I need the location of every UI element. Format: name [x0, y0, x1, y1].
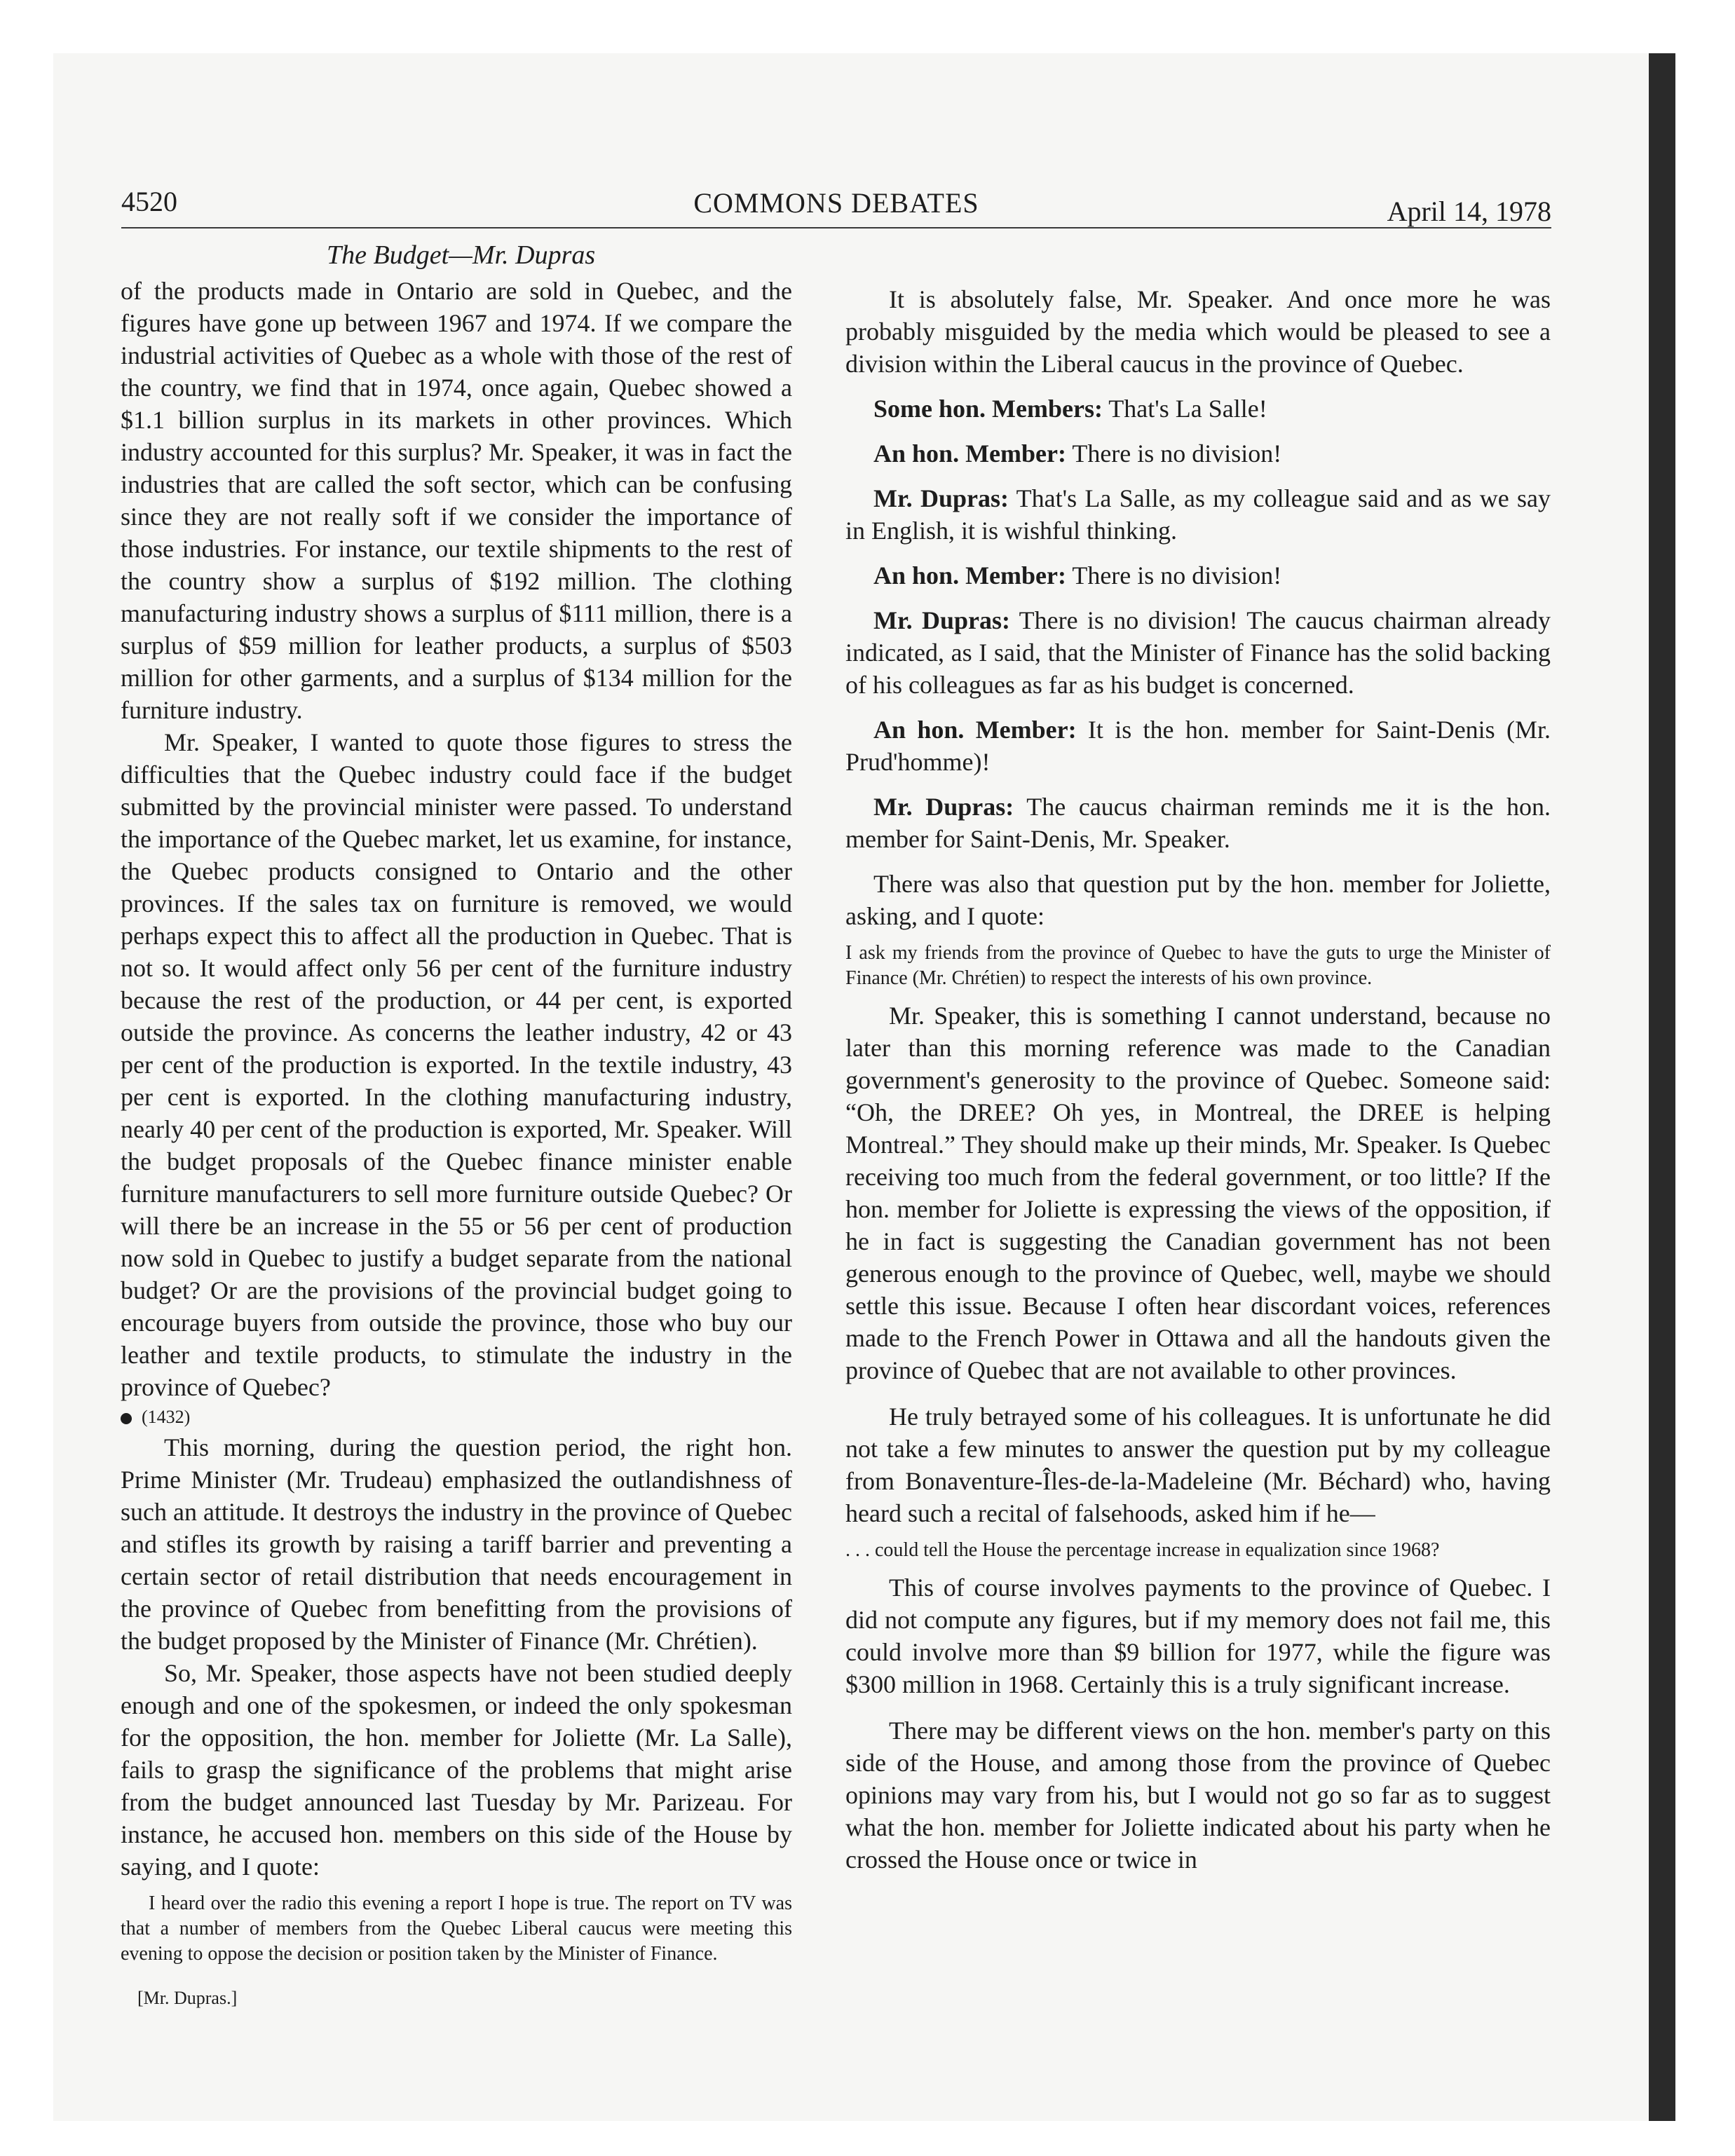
paragraph: Mr. Speaker, this is something I cannot understand, because no later than this morning reference was made to the Canadian government's generosity to the province of Quebec. Someone said: “Oh, the DREE? Oh yes, in Montreal, the DREE is helping Montreal.” They should make up their minds, Mr. Speaker. Is Quebec receiving too much from the federal government, or too little? If the hon. member for Joliette is expressing the views of the opposition, if he in fact is suggesting the Canadian government has not been generous enough to the province of Quebec, well, maybe we should settle this issue. Because I often hear discordant voices, references made to the French Power in Ottawa and all the handouts given the province of Quebec that are not available to other provinces. [845, 1002, 1551, 1384]
speaker-name: An hon. Member: [873, 561, 1066, 589]
scan-edge-shadow [1649, 53, 1675, 2121]
speech-text: There is no division! The caucus chairman already indicated, as I said, that the Minister of Finance has the solid backing of his colleagues as far as his budget is concerned. [845, 606, 1551, 699]
right-column [845, 283, 1551, 1876]
paragraph: This of course involves payments to the province of Quebec. I did not compute any figures, but if my memory does not fail me, this could involve more than $9 billion for 1977, while the figure was $300 million in 1968. Certainly this is a truly significant increase. [845, 1574, 1551, 1698]
page-number: 4520 [121, 186, 177, 217]
speech-text: There is no division! [1066, 561, 1282, 589]
time-marker [121, 1403, 792, 1431]
speech-line [845, 393, 1551, 425]
block-quote: I heard over the radio this evening a report I hope is true. The report on TV was that a number of members from the Quebec Liberal caucus were meeting this evening to oppose the decision or position taken by the Minister of Finance. [121, 1892, 792, 1965]
publication-title: COMMONS DEBATES [693, 187, 979, 219]
speech-text: It is the hon. member for Saint-Denis (Mr. Prud'homme)! [845, 716, 1551, 776]
paragraph: Mr. Speaker, I wanted to quote those figures to stress the difficulties that the Quebec industry could face if the budget submitted by the provincial minister were passed. To understand the importance of the Quebec market, let us examine, for instance, the Quebec products consigned to Ontario and the other provinces. If the sales tax on furniture is removed, we would perhaps expect this to affect all the production in Quebec. That is not so. It would affect only 56 per cent of the furniture industry because the rest of the production, or 44 per cent, is exported outside the province. As concerns the leather industry, 42 or 43 per cent of the production is exported. In the textile industry, 43 per cent is exported. In the clothing manufacturing industry, nearly 40 per cent of the production is exported, Mr. Speaker. Will the budget proposals of the Quebec finance minister enable furniture manufacturers to sell more furniture outside Quebec? Or will there be an increase in the 55 or 56 per cent of production now sold in Quebec to justify a budget separate from the national budget? Or are the provisions of the provincial budget going to encourage buyers from outside the province, those who buy our leather and textile products, to stimulate the industry in the province of Quebec? [121, 728, 792, 1401]
publication-date: April 14, 1978 [1387, 196, 1551, 227]
running-subhead: The Budget—Mr. Dupras [327, 240, 596, 270]
paragraph: It is absolutely false, Mr. Speaker. And once more he was probably misguided by the media which would be pleased to see a division within the Liberal caucus in the province of Quebec. [845, 285, 1551, 378]
page-header [121, 181, 1551, 228]
block-quote: . . . could tell the House the percentage increase in equalization since 1968? [845, 1539, 1440, 1561]
paragraph: There was also that question put by the hon. member for Joliette, asking, and I quote: [845, 870, 1551, 930]
speech-text: That's La Salle, as my colleague said and as we say in English, it is wishful thinking. [845, 484, 1551, 545]
speech-line [845, 482, 1551, 547]
speech-line [845, 559, 1551, 592]
speech-text: That's La Salle! [1102, 395, 1267, 423]
speaker-name: Mr. Dupras: [873, 793, 1014, 821]
speaker-name: An hon. Member: [873, 716, 1077, 744]
paragraph: There may be different views on the hon. member's party on this side of the House, and among those from the province of Quebec opinions may vary from his, but I would not go so far as to suggest what the hon. member for Joliette indicated about his party when he crossed the House once or twice in [845, 1717, 1551, 1874]
speech-text: The caucus chairman reminds me it is the hon. member for Saint-Denis, Mr. Speaker. [845, 793, 1551, 853]
paragraph: He truly betrayed some of his colleagues. It is unfortunate he did not take a few minutes to answer the question put by my colleague from Bonaventure-Îles-de-la-Madeleine (Mr. Béchard) who, having heard such a recital of falsehoods, asked him if he— [845, 1403, 1551, 1527]
speech-line [845, 791, 1551, 855]
speech-line [845, 604, 1551, 701]
speech-line [845, 437, 1551, 470]
speaker-name: Mr. Dupras: [873, 484, 1009, 512]
paragraph: of the products made in Ontario are sold in Quebec, and the figures have gone up between 1967 and 1974. If we compare the industrial activities of Quebec as a whole with those of the rest of the country, we find that in 1974, once again, Quebec showed a $1.1 billion surplus in its markets in other provinces. Which industry accounted for this surplus? Mr. Speaker, it was in fact the industries that are called the soft sector, which can be confusing since they are not really soft if we consider the importance of those industries. For instance, our textile shipments to the rest of the country show a surplus of $192 million. The clothing manufacturing industry shows a surplus of $111 million, there is a surplus of $59 million for leather products, a surplus of $503 million for other garments, and a surplus of $134 million for the furniture industry. [121, 277, 792, 724]
block-quote: I ask my friends from the province of Quebec to have the guts to urge the Minister of Finance (Mr. Chrétien) to respect the interests of his own province. [845, 942, 1551, 989]
speaker-name: An hon. Member: [873, 439, 1066, 468]
speaker-name: Some hon. Members: [873, 395, 1103, 423]
speech-text: There is no division! [1066, 439, 1282, 468]
paragraph: This morning, during the question period, the right hon. Prime Minister (Mr. Trudeau) emphasized the outlandishness of such an attitude. It destroys the industry in the province of Quebec and stifles its growth by raising a tariff barrier and preventing a certain sector of retail distribution that needs encouragement in the province of Quebec from benefitting from the provisions of the budget proposed by the Minister of Finance (Mr. Chrétien). [121, 1433, 792, 1655]
time-marker-text: (1432) [142, 1407, 191, 1427]
speech-line [845, 714, 1551, 778]
left-column [121, 275, 792, 2014]
paragraph: So, Mr. Speaker, those aspects have not been studied deeply enough and one of the spokesmen, or indeed the only spokesman for the opposition, the hon. member for Joliette (Mr. La Salle), fails to grasp the significance of the problems that might arise from the budget announced last Tuesday by Mr. Parizeau. For instance, he accused hon. members on this side of the House by saying, and I quote: [121, 1659, 792, 1881]
bullet-dot-icon [121, 1413, 132, 1424]
speaker-name: Mr. Dupras: [873, 606, 1010, 634]
speaker-signoff: [Mr. Dupras.] [137, 1988, 238, 2008]
